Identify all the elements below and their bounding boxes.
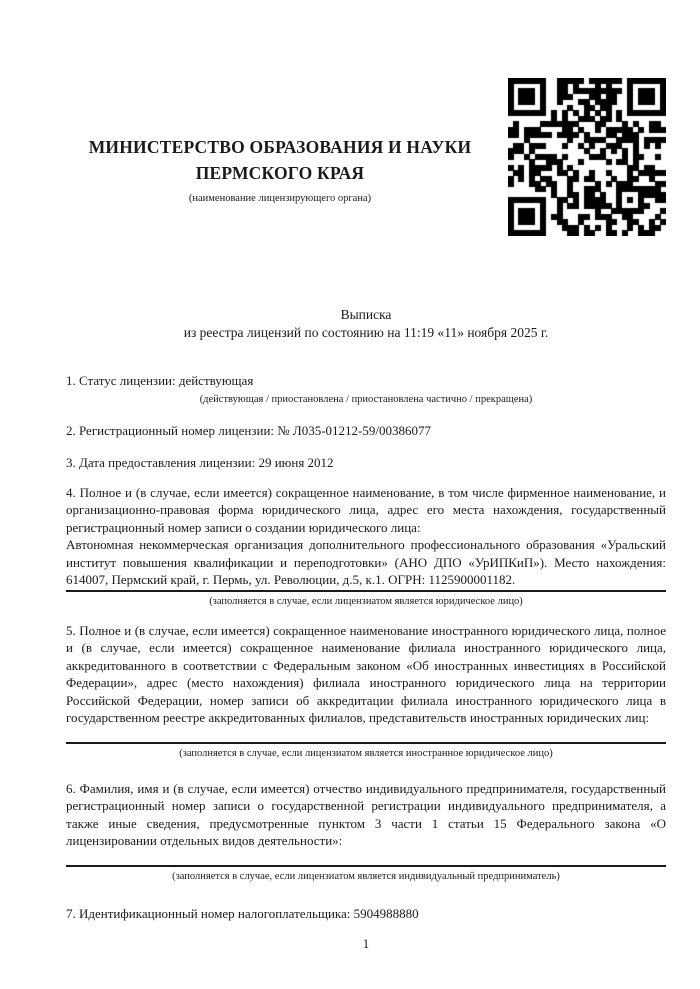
document-content [66,0,666,952]
item-registration-number [66,422,666,440]
document-title [66,306,666,342]
item-taxpayer-number [66,905,666,923]
ministry-name-line1: МИНИСТЕРСТВО ОБРАЗОВАНИЯ И НАУКИ [88,137,472,157]
item-license-date [66,454,666,472]
item-foreign-entity-text: 5. Полное и (в случае, если имеется) сокращенное наименование иностранного юридического лица, полное и (в случае, если имеется) сокращенное наименование филиала иностранного юридического лица, аккредитованного в соответствии с Федеральным законом «Об иностранных инвестициях в Российской Федерации», адрес (место нахождения) филиала иностранного юридического лица на территории Российской Федерации, номер записи об аккредитации филиала иностранного юридического лица в государственном реестре аккредитованных филиалов, представительств иностранных юридических лиц: [66,622,666,725]
item-registration-number-text: 2. Регистрационный номер лицензии: № Л035-01212-59/00386077 [66,422,432,438]
horizontal-rule [66,865,666,867]
item-license-status [66,372,666,406]
item-license-status-caption: (действующая / приостановлена / приостановлена частично / прекращена) [199,393,533,405]
title-line2: из реестра лицензий по состоянию на 11:19 «11» ноября 2025 г. [183,325,549,340]
item-foreign-entity [66,622,666,760]
item-legal-entity-answer: Автономная некоммерческая организация дополнительного профессионального образования «Уральский институт повышения квалификации и переподготовки» (АНО ДПО «УрИПКиП»). Место нахождения: 614007, Пермский край, г. Пермь, ул. Революции, д.5, к.1. ОГРН: 1125900001182. [66,537,666,587]
ministry-name-line2: ПЕРМСКОГО КРАЯ [195,163,365,183]
item-individual-entrepreneur [66,780,666,883]
item-legal-entity [66,484,666,608]
item-individual-entrepreneur-caption: (заполняется в случае, если лицензиатом является индивидуальный предприниматель) [172,870,560,882]
ministry-caption: (наименование лицензирующего органа) [188,193,372,204]
item-taxpayer-number-text: 7. Идентификационный номер налогоплательщика: 5904988880 [66,905,419,921]
page-number: 1 [362,936,370,951]
licensing-authority-block [66,78,508,204]
item-legal-entity-caption: (заполняется в случае, если лицензиатом является юридическое лицо) [209,595,523,607]
item-foreign-entity-caption: (заполняется в случае, если лицензиатом является иностранное юридическое лицо) [179,747,553,759]
item-individual-entrepreneur-text: 6. Фамилия, имя и (в случае, если имеется) отчество индивидуального предпринимателя, государственный регистрационный номер записи о государственной регистрации индивидуального предпринимателя, а также иные сведения, предусмотренные пунктом 3 части 1 статьи 15 Федерального закона «О лицензировании отдельных видов деятельности»: [66,780,666,848]
item-license-status-text: 1. Статус лицензии: действующая [66,373,254,388]
document-header [66,0,666,236]
item-legal-entity-text: 4. Полное и (в случае, если имеется) сокращенное наименование, в том числе фирменное наименование, и организационно-правовая форма юридического лица, адрес его места нахождения, государственный регистрационный номер записи о создании юридического лица: [66,484,666,535]
qr-code [508,78,666,236]
title-line1: Выписка [340,307,392,322]
item-license-date-text: 3. Дата предоставления лицензии: 29 июня 2012 [66,455,334,470]
items-list [66,372,666,922]
horizontal-rule [66,742,666,744]
horizontal-rule [66,590,666,592]
